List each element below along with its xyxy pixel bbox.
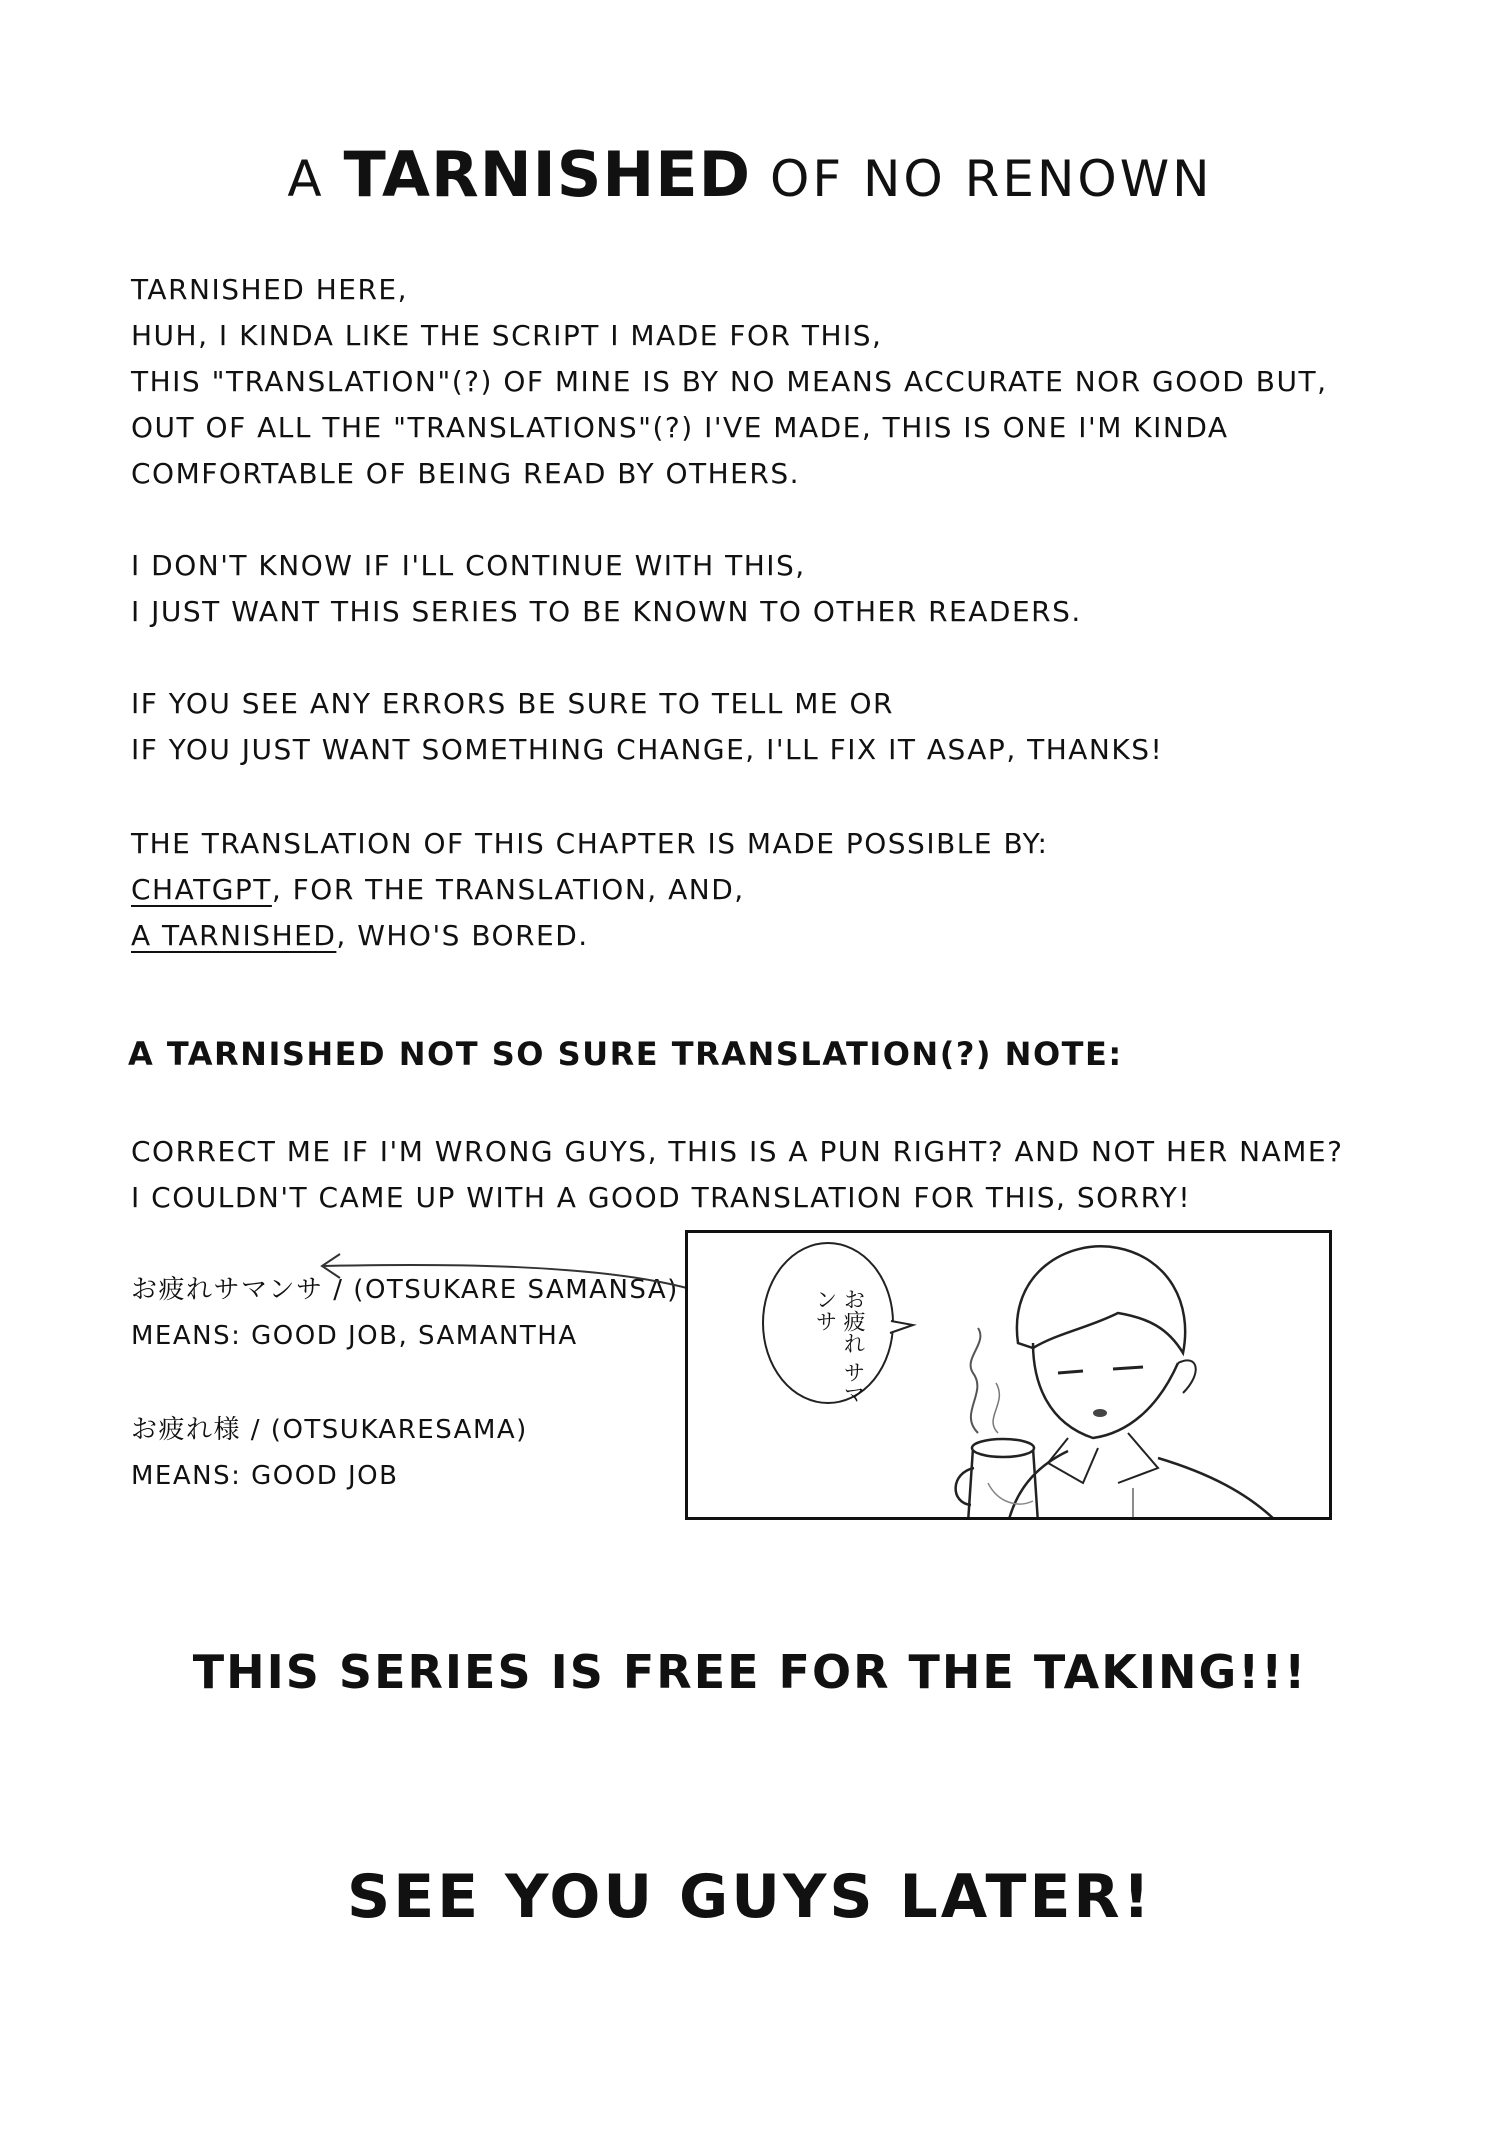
paragraph-3-line-1: IF YOU SEE ANY ERRORS BE SURE TO TELL ME OR	[131, 687, 894, 720]
credit-tool-rest: , FOR THE TRANSLATION, AND,	[271, 873, 745, 906]
intro-line-2: THIS "TRANSLATION"(?) OF MINE IS BY NO MEANS ACCURATE NOR GOOD BUT,	[131, 365, 1328, 398]
see-you-later-banner: SEE YOU GUYS LATER!	[346, 1862, 1153, 1932]
title-suffix: OF NO RENOWN	[769, 150, 1213, 208]
term-2-romaji: (OTSUKARESAMA)	[270, 1415, 528, 1445]
credits-line-3	[131, 918, 589, 954]
intro-line-4: COMFORTABLE OF BEING READ BY OTHERS.	[131, 457, 801, 490]
speech-bubble-text: お疲れ サマンサ	[812, 1288, 865, 1405]
note-heading: A TARNISHED NOT SO SURE TRANSLATION(?) NOTE:	[128, 1035, 1123, 1073]
term-2	[131, 1412, 528, 1448]
manga-character-illustration	[688, 1233, 1332, 1520]
note-line-2: I COULDN'T CAME UP WITH A GOOD TRANSLATION FOR THIS, SORRY!	[131, 1181, 1192, 1214]
credit-person-rest: , WHO'S BORED.	[336, 919, 589, 952]
paragraph-2-line-1: I DON'T KNOW IF I'LL CONTINUE WITH THIS,	[131, 549, 806, 582]
term-2-meaning: MEANS: GOOD JOB	[131, 1461, 399, 1491]
title-prefix: A	[287, 150, 325, 208]
intro-greeting: TARNISHED HERE,	[131, 273, 409, 306]
term-1-japanese: お疲れサマンサ /	[131, 1275, 354, 1305]
credits-line-1: THE TRANSLATION OF THIS CHAPTER IS MADE POSSIBLE BY:	[131, 827, 1049, 860]
credit-person: A TARNISHED	[131, 919, 337, 952]
manga-panel	[685, 1230, 1332, 1520]
paragraph-3-line-2: IF YOU JUST WANT SOMETHING CHANGE, I'LL FIX IT ASAP, THANKS!	[131, 733, 1164, 766]
free-for-taking-banner: THIS SERIES IS FREE FOR THE TAKING!!!	[192, 1645, 1308, 1699]
paragraph-2-line-2: I JUST WANT THIS SERIES TO BE KNOWN TO OTHER READERS.	[131, 595, 1082, 628]
page-title	[0, 138, 1500, 211]
credits-line-2	[131, 872, 745, 908]
intro-line-3: OUT OF ALL THE "TRANSLATIONS"(?) I'VE MADE, THIS IS ONE I'M KINDA	[131, 411, 1229, 444]
term-1-romaji: (OTSUKARE SAMANSA)	[353, 1275, 679, 1305]
term-1-meaning: MEANS: GOOD JOB, SAMANTHA	[131, 1321, 578, 1351]
note-line-1: CORRECT ME IF I'M WRONG GUYS, THIS IS A PUN RIGHT? AND NOT HER NAME?	[131, 1135, 1344, 1168]
term-2-japanese: お疲れ様 /	[131, 1415, 271, 1445]
title-emphasis: TARNISHED	[343, 138, 752, 211]
intro-line-1: HUH, I KINDA LIKE THE SCRIPT I MADE FOR THIS,	[131, 319, 883, 352]
credit-tool: CHATGPT	[131, 873, 272, 906]
